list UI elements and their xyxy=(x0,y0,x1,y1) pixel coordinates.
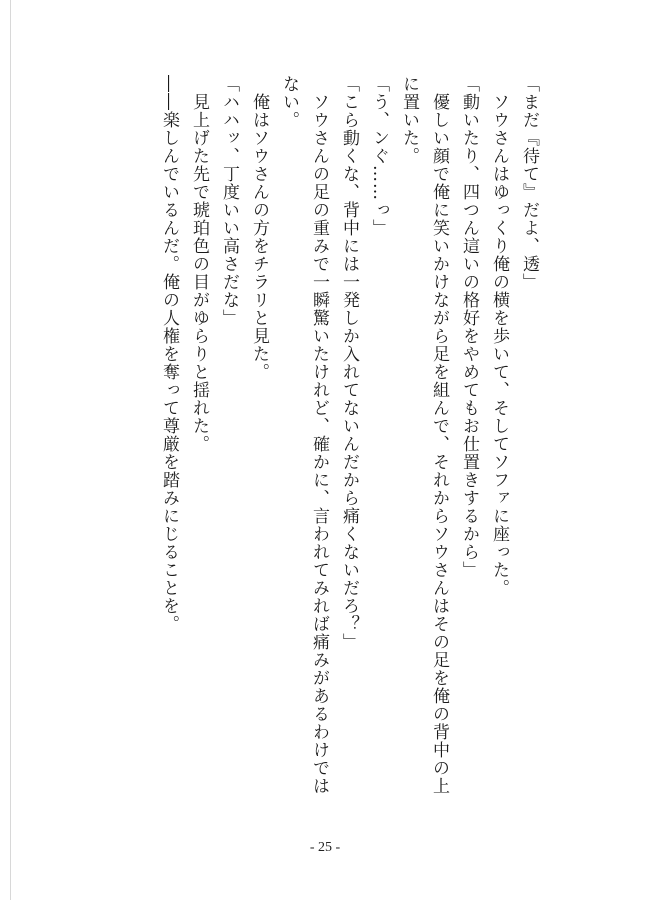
text-line: 「ハハッ、丁度いい高さだな」 xyxy=(219,75,239,327)
vertical-text-body xyxy=(124,75,544,795)
page-number: - 25 - xyxy=(309,840,341,855)
text-line: 「こら動くな、背中には一発しか入れてないんだから痛くないだろ？」 xyxy=(339,75,359,651)
text-line: 俺はソウさんの方をチラリと見た。 xyxy=(249,75,269,381)
text-line: 「動いたり、四つん這いの格好をやめてもお仕置きするから」 xyxy=(459,75,479,579)
page-edge-border xyxy=(0,0,11,900)
text-line: 「う、ンぐ……っ」 xyxy=(369,75,389,237)
text-line: 見上げた先で琥珀色の目がゆらりと揺れた。 xyxy=(189,75,209,453)
text-line: ソウさんの足の重みで一瞬驚いたけれど、確かに、言われてみれば痛みがあるわけではない。 xyxy=(279,75,329,795)
text-line: ――楽しんでいるんだ。俺の人権を奪って尊厳を踏みにじることを。 xyxy=(159,75,179,633)
text-line: ソウさんはゆっくり俺の横を歩いて、そしてソファに座った。 xyxy=(489,75,509,597)
text-line: 優しい顔で俺に笑いかけながら足を組んで、それからソウさんはその足を俺の背中の上に置いた。 xyxy=(399,75,449,795)
text-line: 「まだ『待て』だよ、透」 xyxy=(519,75,539,291)
